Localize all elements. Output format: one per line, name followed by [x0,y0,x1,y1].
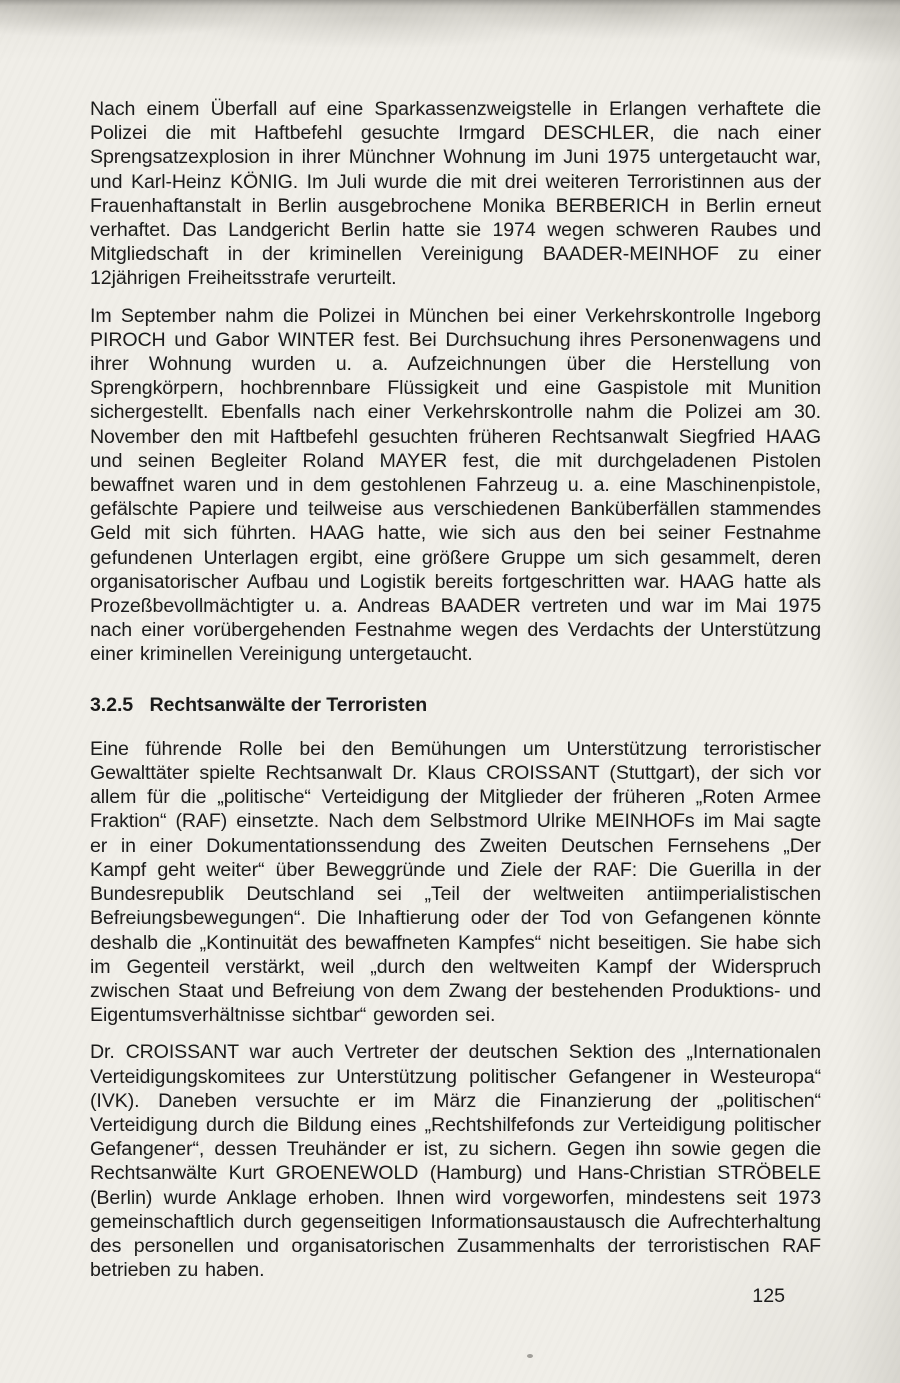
section-heading [90,693,821,717]
paragraph-arrests-piroch-winter-haag-mayer: Im September nahm die Polizei in München bei einer Verkehrskontrolle Ingeborg PIROCH und Gabor WINTER fest. Bei Durchsuchung ihres Personenwagens und ihrer Wohnung wurden u. a. Aufzeichnungen über die Herstellung von Sprengkörpern, hochbrennbare Flüssigkeit und eine Gaspistole mit Munition sichergestellt. Ebenfalls nach einer Verkehrskontrolle nahm die Polizei am 30. November den mit Haftbefehl gesuchten früheren Rechtsanwalt Siegfried HAAG und seinen Begleiter Roland MAYER fest, die mit durchgeladenen Pistolen bewaffnet waren und in dem gestohlenen Fahrzeug u. a. eine Maschinenpistole, gefälschte Papiere und teilweise aus verschiedenen Banküberfällen stammendes Geld mit sich führten. HAAG hatte, wie sich aus den bei seiner Festnahme gefundenen Unterlagen ergibt, eine größere Gruppe um sich gesammelt, deren organisatorischer Aufbau und Logistik bereits fortgeschritten war. HAAG hatte als Prozeßbevollmächtigter u. a. Andreas BAADER vertreten und war im Mai 1975 nach einer vorübergehenden Festnahme wegen des Verdachts der Unterstützung einer kriminellen Vereinigung untergetaucht. [90,304,821,666]
paragraph-croissant-raf-defense: Eine führende Rolle bei den Bemühungen um Unterstützung terroristischer Gewalttäter spielte Rechtsanwalt Dr. Klaus CROISSANT (Stuttgart), der sich vor allem für die „politische“ Verteidigung der Mitglieder der früheren „Roten Armee Fraktion“ (RAF) einsetzte. Nach dem Selbstmord Ulrike MEINHOFs im Mai sagte er in einer Dokumentationssendung des Zweiten Deutschen Fernsehens „Der Kampf geht weiter“ über Beweggründe und Ziele der RAF: Die Guerilla in der Bundesrepublik Deutschland sei „Teil der weltweiten antiimperialistischen Befreiungsbewegungen“. Die Inhaftierung oder der Tod von Gefangenen könnte deshalb die „Kontinuität des bewaffneten Kampfes“ nicht beseitigen. Sie habe sich im Gegenteil verstärkt, weil „durch den weltweiten Kampf der Widerspruch zwischen Staat und Befreiung von dem Zwang der bestehenden Produktions- und Eigentumsverhältnisse sichtbar“ geworden sei. [90,737,821,1027]
section-number: 3.2.5 [90,693,134,716]
paragraph-arrests-deschler-koenig-berberich: Nach einem Überfall auf eine Sparkassenzweigstelle in Erlangen verhaftete die Polizei die mit Haftbefehl gesuchte Irmgard DESCHLER, die nach einer Sprengsatzexplosion in ihrer Münchner Wohnung im Juni 1975 untergetaucht war, und Karl-Heinz KÖNIG. Im Juli wurde die mit drei weiteren Terroristinnen aus der Frauenhaftanstalt in Berlin ausgebrochene Monika BERBERICH in Berlin erneut verhaftet. Das Landgericht Berlin hatte sie 1974 wegen schweren Raubes und Mitgliedschaft in der kriminellen Vereinigung BAADER-MEINHOF zu einer 12jährigen Freiheitsstrafe verurteilt. [90,98,821,290]
scan-speck-artifact [527,1354,533,1358]
page-number: 125 [752,1285,785,1307]
section-title: Rechtsanwälte der Terroristen [149,693,428,716]
scan-edge-artifact [0,0,900,70]
text-block [90,97,821,1295]
paragraph-croissant-ivk-groenewold-stroebele: Dr. CROISSANT war auch Vertreter der deutschen Sektion des „Internationalen Verteidigungskomitees zur Unterstützung politischer Gefangener in Westeuropa“ (IVK). Daneben versuchte er im März die Finanzierung der „politischen“ Verteidigung durch die Bildung eines „Rechtshilfefonds zur Verteidigung politischer Gefangener“, dessen Treuhänder er ist, zu sichern. Gegen ihn sowie gegen die Rechtsanwälte Kurt GROENEWOLD (Hamburg) und Hans-Christian STRÖBELE (Berlin) wurde Anklage erhoben. Ihnen wird vorgeworfen, mindestens seit 1973 gemeinschaftlich durch gegenseitigen Informationsaustausch die Aufrechterhaltung des personellen und organisatorischen Zusammenhalts der terroristischen RAF betrieben zu haben. [90,1041,821,1282]
